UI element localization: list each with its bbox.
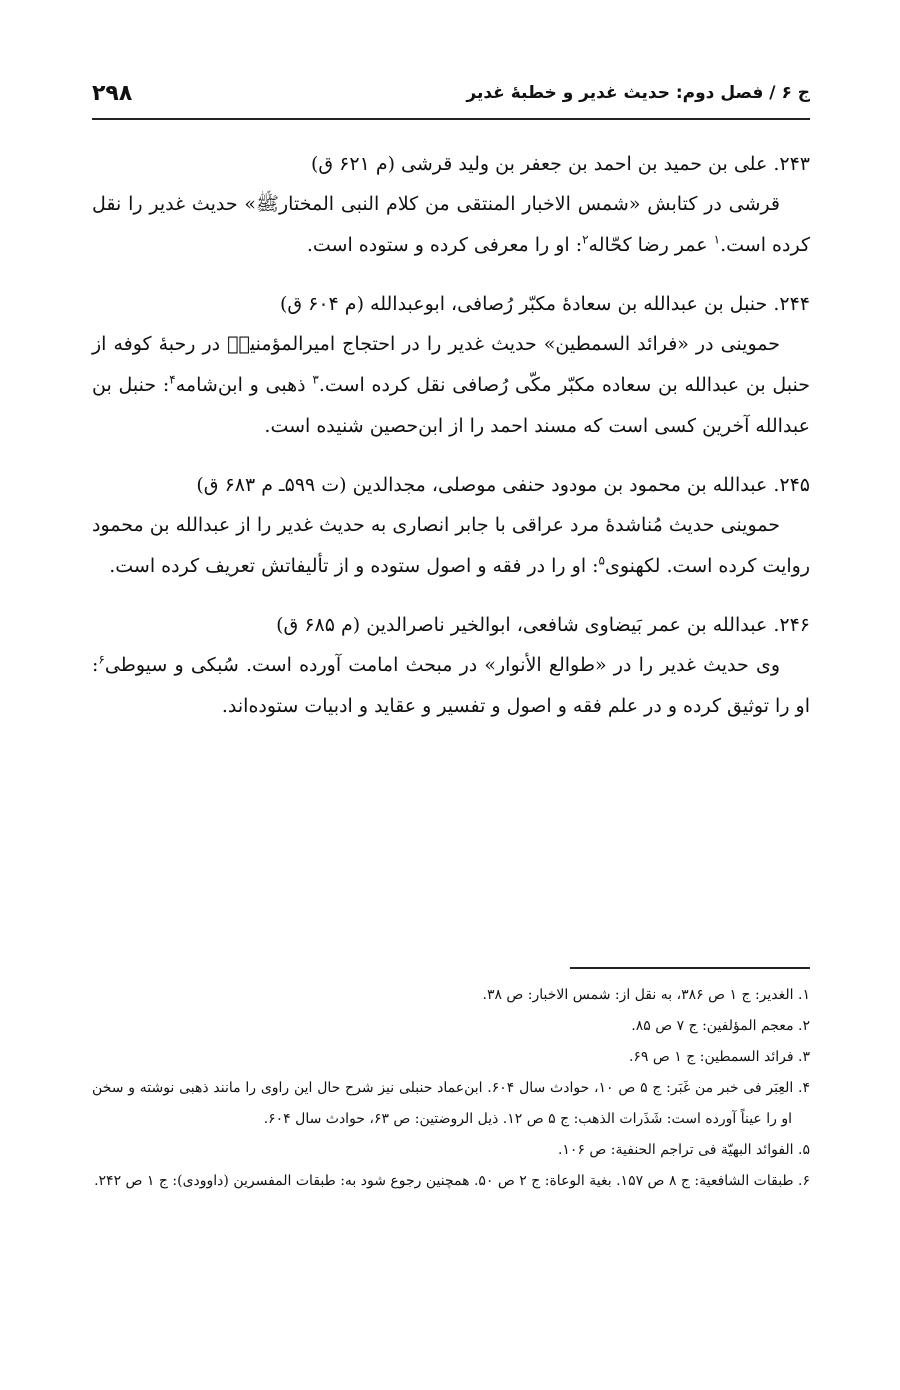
footnote-ref: ۶ — [98, 652, 105, 667]
entry-text-part: قرشی در کتابش «شمس الاخبار المنتقی من کلام النبی المختارﷺ» حدیث غدیر را نقل کرده است. — [92, 193, 810, 256]
entry-text — [92, 324, 810, 447]
footnote: ۱. الغدیر: ج ۱ ص ۳۸۶، به نقل از: شمس الاخبار: ص ۳۸. — [482, 987, 810, 1003]
page-header — [92, 72, 810, 114]
page-body — [92, 144, 810, 745]
entry-title: ۲۴۶. عبدالله بن عمر بَیضاوی شافعی، ابوالخیر ناصرالدین (م ۶۸۵ ق) — [276, 614, 810, 636]
footnotes — [92, 980, 810, 1197]
entry-text — [92, 505, 810, 587]
entry-text-part: : حنبل بن عبدالله آخرین کسی است که مسند احمد را از ابن‌حصین شنیده است. — [92, 374, 810, 437]
entry-245 — [92, 465, 810, 587]
entry-text-part: عمر رضا کحّاله — [588, 234, 714, 256]
entry-text — [92, 184, 810, 266]
entry-text-part: حموینی حدیث مُناشدهٔ مرد عراقی با جابر انصاری به حدیث غدیر را از عبدالله بن محمود روایت کرده است. لکهنوی — [92, 514, 810, 577]
entry-243 — [92, 144, 810, 266]
entry-title: ۲۴۳. علی بن حمید بن احمد بن جعفر بن ولید قرشی (م ۶۲۱ ق) — [310, 153, 810, 175]
entry-text-part: ذهبی و ابن‌شامه — [175, 374, 313, 396]
footnote-ref: ۳ — [312, 372, 319, 387]
entry-title: ۲۴۵. عبدالله بن محمود بن مودود حنفی موصلی، مجدالدین (ت ۵۹۹ـ م ۶۸۳ ق) — [196, 474, 810, 496]
entry-text-part: وی حدیث غدیر را در «طوالع الأنوار» در مبحث امامت آورده است. سُبکی و سیوطی — [104, 654, 780, 676]
entry-title: ۲۴۴. حنبل بن عبدالله بن سعادهٔ مکبّر رُصافی، ابوعبدالله (م ۶۰۴ ق) — [279, 293, 810, 315]
footnote-ref: ۵ — [598, 553, 605, 568]
entry-244 — [92, 284, 810, 447]
entry-246 — [92, 605, 810, 727]
footnote: ۳. فرائد السمطین: ج ۱ ص ۶۹. — [628, 1049, 810, 1065]
footnote-rule — [570, 967, 810, 969]
footnote: ۶. طبقات الشافعیة: ج ۸ ص ۱۵۷. بغیة الوعاة: ج ۲ ص ۵۰. همچنین رجوع شود به: طبقات المفسرین (داوودی): ج ۱ ص ۲۴۲. — [94, 1173, 810, 1189]
footnote-ref: ۴ — [169, 372, 176, 387]
footnote-ref: ۲ — [582, 232, 589, 247]
entry-text-part: : او را در فقه و اصول ستوده و از تألیفاتش تعریف کرده است. — [109, 555, 599, 577]
running-title: ج ۶ / فصل دوم: حدیث غدیر و خطبهٔ غدیر — [466, 83, 810, 103]
entry-text-part: : او را معرفی کرده و ستوده است. — [306, 234, 583, 256]
entry-text-part: : او را توثیق کرده و در علم فقه و اصول و تفسیر و عقاید و ادبیات ستوده‌اند. — [92, 654, 810, 717]
entry-text — [92, 645, 810, 727]
header-rule — [92, 118, 810, 120]
footnote-ref: ۱ — [713, 232, 721, 247]
page-number: ۲۹۸ — [92, 80, 133, 106]
footnote: ۵. الفوائد البهیّة فی تراجم الحنفیة: ص ۱۰۶. — [557, 1142, 810, 1158]
footnote: ۴. العِبَر فی خبر من غَبَر: ج ۵ ص ۱۰، حوادث سال ۶۰۴. ابن‌عماد حنبلی نیز شرح حال این راوی را مانند ذهبی نوشته و سخن او را عیناً آورده است: شَذَرات الذهب: ج ۵ ص ۱۲. ذیل الروضتین: ص ۶۳، حوادث سال ۶۰۴. — [92, 1080, 811, 1127]
footnote: ۲. معجم المؤلفین: ج ۷ ص ۸۵. — [631, 1018, 810, 1034]
entry-text-part: حموینی در «فرائد السمطین» حدیث غدیر را در احتجاج امیرالمؤمنینؑ در رحبهٔ کوفه از حنبل بن عبدالله بن سعاده مکبّر مکّی رُصافی نقل کرده است. — [92, 333, 810, 396]
